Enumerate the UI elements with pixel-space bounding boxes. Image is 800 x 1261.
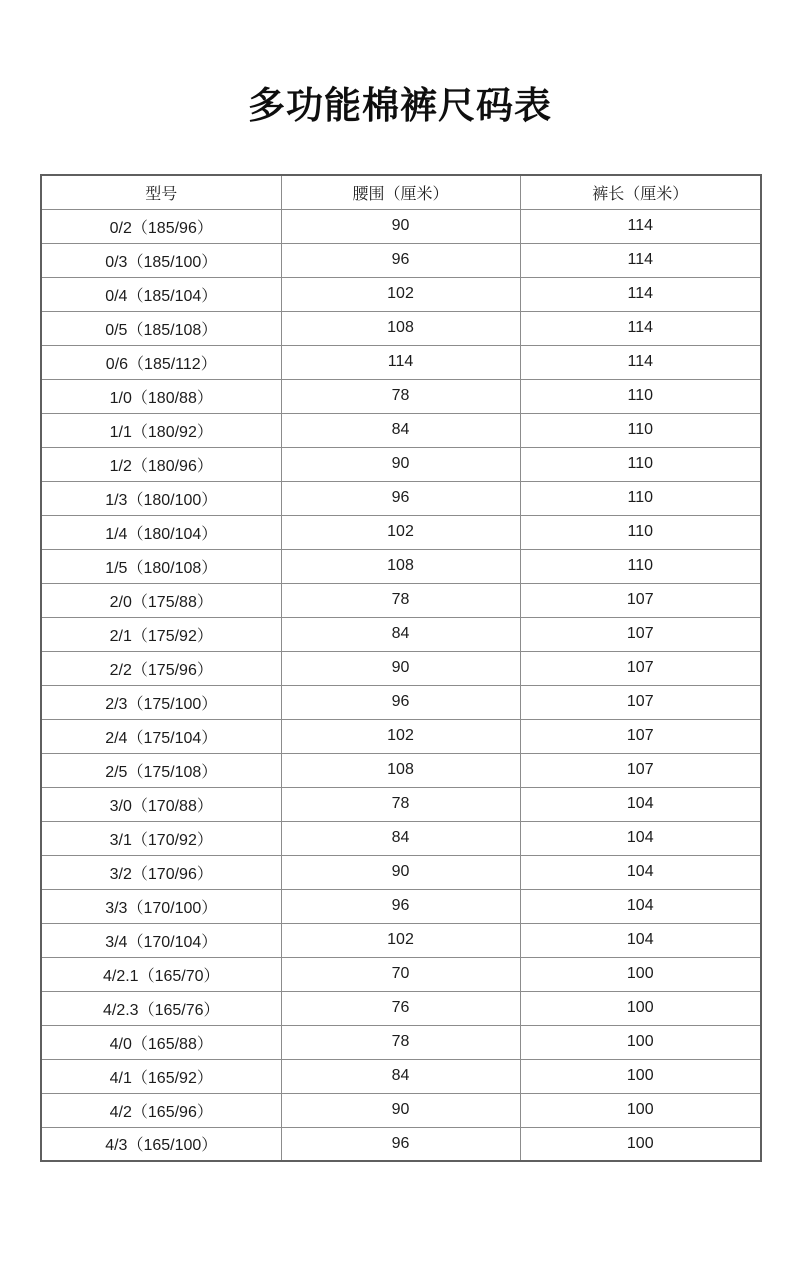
- table-row: [41, 1127, 761, 1161]
- waist-cell: 84: [281, 821, 520, 855]
- length-cell: 110: [520, 413, 761, 447]
- model-cell: 3/4（170/104）: [41, 923, 281, 957]
- length-cell: 100: [520, 1025, 761, 1059]
- length-cell: 104: [520, 889, 761, 923]
- waist-cell: 108: [281, 753, 520, 787]
- waist-cell: 78: [281, 1025, 520, 1059]
- table-row: [41, 787, 761, 821]
- size-table-body: [41, 209, 761, 1161]
- model-cell: 3/0（170/88）: [41, 787, 281, 821]
- table-row: [41, 277, 761, 311]
- table-row: [41, 549, 761, 583]
- length-cell: 114: [520, 311, 761, 345]
- model-cell: 0/6（185/112）: [41, 345, 281, 379]
- table-row: [41, 311, 761, 345]
- column-header-waist: 腰围（厘米）: [281, 175, 520, 209]
- model-cell: 4/3（165/100）: [41, 1127, 281, 1161]
- model-cell: 2/2（175/96）: [41, 651, 281, 685]
- waist-cell: 90: [281, 855, 520, 889]
- model-cell: 0/5（185/108）: [41, 311, 281, 345]
- waist-cell: 70: [281, 957, 520, 991]
- length-cell: 100: [520, 957, 761, 991]
- model-cell: 1/4（180/104）: [41, 515, 281, 549]
- waist-cell: 96: [281, 685, 520, 719]
- page-title: 多功能棉裤尺码表: [248, 86, 552, 127]
- waist-cell: 90: [281, 209, 520, 243]
- table-row: [41, 753, 761, 787]
- model-cell: 2/0（175/88）: [41, 583, 281, 617]
- model-cell: 1/0（180/88）: [41, 379, 281, 413]
- table-row: [41, 923, 761, 957]
- length-cell: 100: [520, 991, 761, 1025]
- model-cell: 4/2.3（165/76）: [41, 991, 281, 1025]
- length-cell: 114: [520, 209, 761, 243]
- waist-cell: 78: [281, 583, 520, 617]
- model-cell: 2/1（175/92）: [41, 617, 281, 651]
- model-cell: 4/2.1（165/70）: [41, 957, 281, 991]
- model-cell: 2/4（175/104）: [41, 719, 281, 753]
- length-cell: 110: [520, 515, 761, 549]
- table-row: [41, 1025, 761, 1059]
- waist-cell: 78: [281, 787, 520, 821]
- length-cell: 110: [520, 447, 761, 481]
- model-cell: 1/2（180/96）: [41, 447, 281, 481]
- table-row: [41, 379, 761, 413]
- length-cell: 100: [520, 1059, 761, 1093]
- model-cell: 4/0（165/88）: [41, 1025, 281, 1059]
- length-cell: 107: [520, 753, 761, 787]
- waist-cell: 84: [281, 1059, 520, 1093]
- table-row: [41, 685, 761, 719]
- waist-cell: 90: [281, 1093, 520, 1127]
- waist-cell: 90: [281, 651, 520, 685]
- length-cell: 114: [520, 277, 761, 311]
- table-row: [41, 991, 761, 1025]
- length-cell: 114: [520, 243, 761, 277]
- model-cell: 0/4（185/104）: [41, 277, 281, 311]
- waist-cell: 108: [281, 311, 520, 345]
- table-row: [41, 821, 761, 855]
- waist-cell: 84: [281, 413, 520, 447]
- waist-cell: 84: [281, 617, 520, 651]
- length-cell: 107: [520, 617, 761, 651]
- table-row: [41, 243, 761, 277]
- waist-cell: 96: [281, 1127, 520, 1161]
- model-cell: 2/5（175/108）: [41, 753, 281, 787]
- waist-cell: 114: [281, 345, 520, 379]
- length-cell: 107: [520, 719, 761, 753]
- length-cell: 104: [520, 923, 761, 957]
- table-row: [41, 413, 761, 447]
- table-row: [41, 651, 761, 685]
- waist-cell: 102: [281, 515, 520, 549]
- table-row: [41, 617, 761, 651]
- waist-cell: 96: [281, 481, 520, 515]
- model-cell: 0/3（185/100）: [41, 243, 281, 277]
- length-cell: 107: [520, 651, 761, 685]
- table-row: [41, 447, 761, 481]
- model-cell: 1/1（180/92）: [41, 413, 281, 447]
- waist-cell: 102: [281, 719, 520, 753]
- model-cell: 0/2（185/96）: [41, 209, 281, 243]
- model-cell: 3/1（170/92）: [41, 821, 281, 855]
- table-row: [41, 515, 761, 549]
- model-cell: 1/5（180/108）: [41, 549, 281, 583]
- waist-cell: 90: [281, 447, 520, 481]
- table-row: [41, 481, 761, 515]
- length-cell: 110: [520, 549, 761, 583]
- length-cell: 110: [520, 481, 761, 515]
- length-cell: 110: [520, 379, 761, 413]
- table-row: [41, 209, 761, 243]
- waist-cell: 78: [281, 379, 520, 413]
- waist-cell: 96: [281, 889, 520, 923]
- table-row: [41, 345, 761, 379]
- model-cell: 4/2（165/96）: [41, 1093, 281, 1127]
- length-cell: 114: [520, 345, 761, 379]
- length-cell: 107: [520, 685, 761, 719]
- size-table: [40, 174, 762, 1162]
- column-header-length: 裤长（厘米）: [520, 175, 761, 209]
- waist-cell: 102: [281, 923, 520, 957]
- table-row: [41, 1093, 761, 1127]
- waist-cell: 76: [281, 991, 520, 1025]
- length-cell: 104: [520, 855, 761, 889]
- waist-cell: 96: [281, 243, 520, 277]
- table-row: [41, 1059, 761, 1093]
- table-row: [41, 957, 761, 991]
- length-cell: 104: [520, 821, 761, 855]
- waist-cell: 102: [281, 277, 520, 311]
- model-cell: 2/3（175/100）: [41, 685, 281, 719]
- waist-cell: 108: [281, 549, 520, 583]
- table-row: [41, 583, 761, 617]
- length-cell: 107: [520, 583, 761, 617]
- model-cell: 1/3（180/100）: [41, 481, 281, 515]
- header-row: [41, 175, 761, 209]
- table-row: [41, 719, 761, 753]
- model-cell: 4/1（165/92）: [41, 1059, 281, 1093]
- length-cell: 104: [520, 787, 761, 821]
- column-header-model: 型号: [41, 175, 281, 209]
- table-row: [41, 889, 761, 923]
- length-cell: 100: [520, 1093, 761, 1127]
- length-cell: 100: [520, 1127, 761, 1161]
- table-row: [41, 855, 761, 889]
- size-table-header: [41, 175, 761, 209]
- model-cell: 3/3（170/100）: [41, 889, 281, 923]
- model-cell: 3/2（170/96）: [41, 855, 281, 889]
